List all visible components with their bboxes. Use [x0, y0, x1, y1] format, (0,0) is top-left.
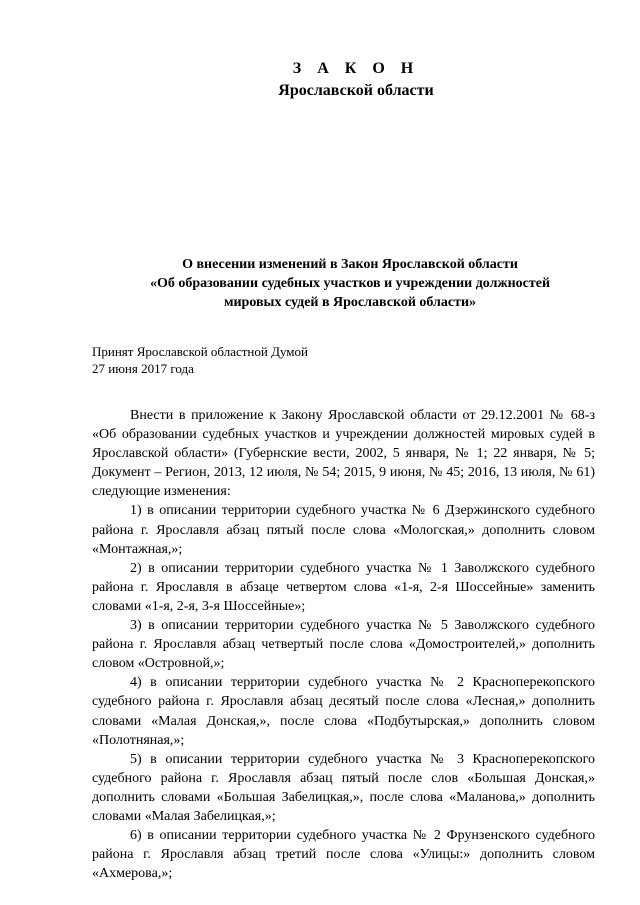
subject-line: мировых судей в Ярославской области»: [223, 295, 477, 310]
subject-line: О внесении изменений в Закон Ярославской области: [182, 257, 518, 272]
subject-line: «Об образовании судебных участков и учреждении должностей: [149, 276, 551, 291]
law-body: [92, 406, 595, 883]
law-subject-title: [110, 255, 590, 312]
adoption-body: Принят Ярославской областной Думой: [92, 344, 308, 359]
amendment-item-1: 1) в описании территории судебного участка № 6 Дзержинского судебного района г. Ярославля абзац пятый после слова «Мологская,» дополнить словом «Монтажная,»;: [92, 503, 595, 557]
intro-paragraph: Внести в приложение к Закону Ярославской области от 29.12.2001 № 68-з «Об образовании судебных участков и учреждении должностей мировых судей в Ярославской области» (Губернские вести, 2002, 5 января, № 1; 22 января, № 5; Документ – Регион, 2013, 12 июля, № 54; 2015, 9 июня, № 45; 2016, 13 июля, № 61) следующие изменения:: [92, 408, 595, 500]
amendment-item-2: 2) в описании территории судебного участка № 1 Заволжского судебного района г. Ярославля в абзаце четвертом слова «1-я, 2-я Шоссейные» заменить словами «1-я, 2-я, 3-я Шоссейные»;: [92, 560, 595, 614]
amendment-item-6: 6) в описании территории судебного участка № 2 Фрунзенского судебного района г. Ярославля абзац третий после слова «Улицы:» дополнить словом «Ахмерова,»;: [92, 828, 595, 882]
amendment-item-4: 4) в описании территории судебного участка № 2 Красноперекопского судебного района г. Ярославля абзац десятый после слова «Лесная,» дополнить словами «Малая Донская,», после слова «Подбутырская,» дополнить словом «Полотняная,»;: [92, 675, 595, 748]
amendment-item-3: 3) в описании территории судебного участка № 5 Заволжского судебного района г. Ярославля абзац четвертый после слова «Домостроителей,» дополнить словом «Островной,»;: [92, 618, 595, 672]
amendment-item-5: 5) в описании территории судебного участка № 3 Красноперекопского судебного района г. Ярославля абзац пятый после слов «Большая Донская,» дополнить словами «Большая Забелицкая,», после слова «Маланова,» дополнить словами «Малая Забелицкая,»;: [92, 751, 595, 824]
adoption-note: [92, 343, 308, 377]
law-heading: З А К О Н: [292, 60, 420, 77]
adoption-date: 27 июня 2017 года: [92, 361, 194, 376]
region-heading: Ярославской области: [278, 82, 434, 99]
